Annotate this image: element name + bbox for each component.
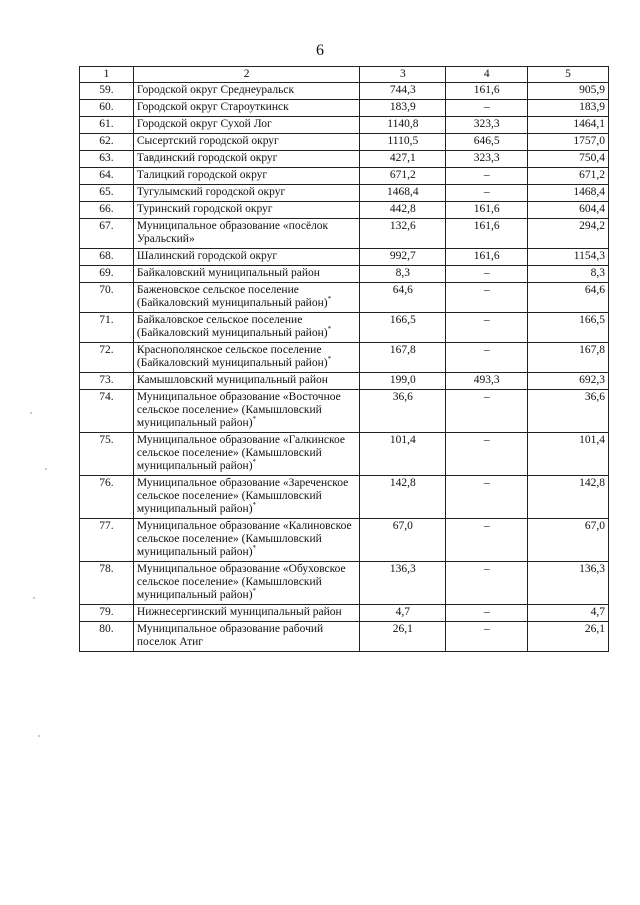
column-5-value-cell xyxy=(528,433,609,476)
row-number-text: 69. xyxy=(99,267,114,279)
municipality-name-cell xyxy=(133,117,360,134)
row-number-text: 61. xyxy=(99,118,114,130)
column-4-value-text: – xyxy=(483,314,490,326)
municipality-name-cell xyxy=(133,202,360,219)
table-row xyxy=(80,343,609,373)
municipality-name-text: Баженовское сельское поселение (Байкаловский муниципальный район) xyxy=(136,284,328,309)
municipality-name-cell xyxy=(133,100,360,117)
row-number-cell xyxy=(80,343,134,373)
column-5-value-cell xyxy=(528,151,609,168)
column-5-value-cell xyxy=(528,185,609,202)
municipality-name-text: Байкаловский муниципальный район xyxy=(136,267,320,279)
column-3-value-text: 744,3 xyxy=(389,84,416,96)
scan-speck xyxy=(45,468,47,470)
row-number-text: 60. xyxy=(99,101,114,113)
row-number-cell xyxy=(80,83,134,100)
column-3-value-cell xyxy=(360,266,446,283)
column-4-value-text: – xyxy=(483,344,490,356)
column-3-value-text: 671,2 xyxy=(389,169,416,181)
column-3-value-text: 1110,5 xyxy=(387,135,419,147)
column-3-value-cell xyxy=(360,476,446,519)
column-4-value-cell xyxy=(446,313,528,343)
column-5-value-cell xyxy=(528,605,609,622)
municipality-name-cell xyxy=(133,519,360,562)
column-3-value-cell xyxy=(360,185,446,202)
column-3-value-text: 167,8 xyxy=(389,344,416,356)
column-4-value-text: 161,6 xyxy=(473,84,500,96)
municipality-name-text: Туринский городской округ xyxy=(136,203,273,215)
column-3-value-text: 136,3 xyxy=(389,563,416,575)
municipality-name-text: Шалинский городской округ xyxy=(136,250,278,262)
row-number-text: 64. xyxy=(99,169,114,181)
column-3-value-cell xyxy=(360,373,446,390)
municipality-name-text: Муниципальное образование «Калиновское сельское поселение» (Камышловский муниципальный район) xyxy=(136,520,352,558)
column-3-value-text: 132,6 xyxy=(389,220,416,232)
column-4-value-cell xyxy=(446,562,528,605)
column-5-value-text: 905,9 xyxy=(579,84,605,96)
municipality-name-text: Сысертский городской округ xyxy=(136,135,279,147)
column-header: 2 xyxy=(133,67,360,83)
column-3-value-text: 427,1 xyxy=(389,152,416,164)
column-3-value-text: 36,6 xyxy=(392,391,413,403)
column-header: 5 xyxy=(528,67,609,83)
column-4-value-text: – xyxy=(483,391,490,403)
column-5-value-cell xyxy=(528,343,609,373)
column-5-value-text: 36,6 xyxy=(584,391,605,403)
column-4-value-text: – xyxy=(483,477,490,489)
municipality-name-cell xyxy=(133,605,360,622)
municipality-name-text: Байкаловское сельское поселение (Байкаловский муниципальный район) xyxy=(136,314,328,339)
page-number: 6 xyxy=(316,42,324,59)
column-4-value-cell xyxy=(446,202,528,219)
column-5-value-text: 136,3 xyxy=(579,563,605,575)
table-row xyxy=(80,562,609,605)
municipality-name-cell xyxy=(133,373,360,390)
column-5-value-cell xyxy=(528,219,609,249)
column-3-value-cell xyxy=(360,83,446,100)
table-row xyxy=(80,185,609,202)
municipality-name-text: Краснополянское сельское поселение (Байкаловский муниципальный район) xyxy=(136,344,328,369)
column-3-value-text: 26,1 xyxy=(392,623,413,635)
row-number-cell xyxy=(80,185,134,202)
column-5-value-text: 750,4 xyxy=(579,152,605,164)
column-5-value-cell xyxy=(528,202,609,219)
column-3-value-cell xyxy=(360,390,446,433)
table-row xyxy=(80,476,609,519)
column-3-value-cell xyxy=(360,562,446,605)
column-4-value-cell xyxy=(446,100,528,117)
column-4-value-text: 323,3 xyxy=(473,152,500,164)
column-4-value-cell xyxy=(446,219,528,249)
municipality-name-text: Нижнесергинский муниципальный район xyxy=(136,606,342,618)
table-row xyxy=(80,390,609,433)
row-number-text: 70. xyxy=(99,284,114,296)
row-number-text: 62. xyxy=(99,135,114,147)
row-number-text: 65. xyxy=(99,186,114,198)
column-4-value-cell xyxy=(446,283,528,313)
column-5-value-cell xyxy=(528,562,609,605)
column-4-value-text: – xyxy=(483,563,490,575)
column-5-value-text: 67,0 xyxy=(584,520,605,532)
row-number-cell xyxy=(80,605,134,622)
row-number-text: 71. xyxy=(99,314,114,326)
row-number-text: 76. xyxy=(99,477,114,489)
column-header: 1 xyxy=(80,67,134,83)
column-4-value-text: – xyxy=(483,267,490,279)
row-number-cell xyxy=(80,151,134,168)
column-3-value-text: 992,7 xyxy=(389,250,416,262)
table-row xyxy=(80,117,609,134)
municipality-name-text: Муниципальное образование «Зареченское сельское поселение» (Камышловский муниципальный район) xyxy=(136,477,349,515)
column-5-value-text: 64,6 xyxy=(584,284,605,296)
municipality-name-cell xyxy=(133,134,360,151)
column-4-value-cell xyxy=(446,168,528,185)
column-5-value-text: 692,3 xyxy=(579,374,605,386)
column-4-value-cell xyxy=(446,605,528,622)
table-row xyxy=(80,168,609,185)
municipality-name-cell xyxy=(133,168,360,185)
column-3-value-text: 142,8 xyxy=(389,477,416,489)
row-number-text: 74. xyxy=(99,391,114,403)
column-5-value-cell xyxy=(528,83,609,100)
municipality-name-text: Камышловский муниципальный район xyxy=(136,374,328,386)
footnote-marker: * xyxy=(327,325,332,334)
row-number-cell xyxy=(80,117,134,134)
municipality-name-cell xyxy=(133,185,360,202)
table-row xyxy=(80,151,609,168)
column-5-value-cell xyxy=(528,313,609,343)
row-number-text: 78. xyxy=(99,563,114,575)
column-4-value-text: 646,5 xyxy=(473,135,500,147)
footnote-marker: * xyxy=(252,587,257,596)
column-5-value-text: 294,2 xyxy=(579,220,605,232)
scan-speck xyxy=(38,735,40,737)
column-4-value-text: – xyxy=(483,284,490,296)
footnote-marker: * xyxy=(252,544,257,553)
row-number-text: 68. xyxy=(99,250,114,262)
column-3-value-text: 67,0 xyxy=(392,520,413,532)
column-4-value-cell xyxy=(446,117,528,134)
table-row xyxy=(80,283,609,313)
municipality-name-cell xyxy=(133,433,360,476)
column-5-value-cell xyxy=(528,622,609,652)
municipality-name-text: Муниципальное образование «Обуховское сельское поселение» (Камышловский муниципальный район) xyxy=(136,563,346,601)
column-3-value-text: 4,7 xyxy=(395,606,411,618)
municipality-name-cell xyxy=(133,390,360,433)
municipality-name-cell xyxy=(133,343,360,373)
footnote-marker: * xyxy=(252,501,257,510)
column-5-value-text: 183,9 xyxy=(579,101,605,113)
table-row xyxy=(80,433,609,476)
table-row xyxy=(80,219,609,249)
table-row xyxy=(80,373,609,390)
footnote-marker: * xyxy=(327,295,332,304)
column-4-value-text: 161,6 xyxy=(473,250,500,262)
footnote-marker: * xyxy=(252,415,257,424)
column-5-value-text: 671,2 xyxy=(579,169,605,181)
scan-speck xyxy=(30,412,32,414)
column-3-value-cell xyxy=(360,117,446,134)
row-number-text: 66. xyxy=(99,203,114,215)
row-number-cell xyxy=(80,168,134,185)
column-4-value-cell xyxy=(446,622,528,652)
column-3-value-cell xyxy=(360,219,446,249)
table-row xyxy=(80,100,609,117)
column-3-value-cell xyxy=(360,605,446,622)
municipality-name-cell xyxy=(133,219,360,249)
column-3-value-text: 183,9 xyxy=(389,101,416,113)
row-number-cell xyxy=(80,283,134,313)
column-5-value-text: 604,4 xyxy=(579,203,605,215)
column-5-value-text: 142,8 xyxy=(579,477,605,489)
table-row xyxy=(80,83,609,100)
column-3-value-text: 199,0 xyxy=(389,374,416,386)
column-3-value-cell xyxy=(360,343,446,373)
row-number-cell xyxy=(80,202,134,219)
column-3-value-text: 166,5 xyxy=(389,314,416,326)
column-5-value-text: 166,5 xyxy=(579,314,605,326)
table-row xyxy=(80,313,609,343)
municipality-name-text: Городской округ Среднеуральск xyxy=(136,84,295,96)
column-4-value-text: 161,6 xyxy=(473,220,500,232)
column-4-value-text: – xyxy=(483,169,490,181)
column-4-value-cell xyxy=(446,134,528,151)
municipality-name-cell xyxy=(133,313,360,343)
table-body xyxy=(80,83,609,652)
municipality-name-text: Тугулымский городской округ xyxy=(136,186,286,198)
column-4-value-text: 493,3 xyxy=(473,374,500,386)
table-row xyxy=(80,249,609,266)
municipality-name-text: Городской округ Сухой Лог xyxy=(136,118,272,130)
row-number-cell xyxy=(80,266,134,283)
municipality-name-text: Муниципальное образование рабочий поселок Атиг xyxy=(136,623,324,648)
row-number-cell xyxy=(80,390,134,433)
row-number-text: 67. xyxy=(99,220,114,232)
column-5-value-cell xyxy=(528,168,609,185)
row-number-text: 77. xyxy=(99,520,114,532)
row-number-cell xyxy=(80,622,134,652)
municipality-name-text: Городской округ Староуткинск xyxy=(136,101,289,113)
municipality-name-text: Муниципальное образование «посёлок Уральский» xyxy=(136,220,329,245)
column-4-value-text: – xyxy=(483,623,490,635)
column-3-value-cell xyxy=(360,519,446,562)
row-number-text: 79. xyxy=(99,606,114,618)
column-4-value-cell xyxy=(446,343,528,373)
municipality-name-cell xyxy=(133,83,360,100)
column-header: 4 xyxy=(446,67,528,83)
municipality-name-text: Муниципальное образование «Галкинское сельское поселение» (Камышловский муниципальный район) xyxy=(136,434,345,472)
column-3-value-cell xyxy=(360,433,446,476)
footnote-marker: * xyxy=(252,458,257,467)
column-4-value-cell xyxy=(446,151,528,168)
column-3-value-cell xyxy=(360,134,446,151)
municipality-name-cell xyxy=(133,476,360,519)
column-5-value-text: 1154,3 xyxy=(573,250,605,262)
column-5-value-cell xyxy=(528,117,609,134)
municipality-name-cell xyxy=(133,283,360,313)
municipality-name-text: Тавдинский городской округ xyxy=(136,152,278,164)
table-row xyxy=(80,134,609,151)
column-3-value-cell xyxy=(360,168,446,185)
municipality-name-text: Муниципальное образование «Восточное сельское поселение» (Камышловский муниципальный район) xyxy=(136,391,341,429)
column-3-value-text: 442,8 xyxy=(389,203,416,215)
column-4-value-cell xyxy=(446,519,528,562)
row-number-text: 59. xyxy=(99,84,114,96)
row-number-text: 72. xyxy=(99,344,114,356)
scan-speck xyxy=(33,597,35,599)
row-number-text: 80. xyxy=(99,623,114,635)
column-5-value-text: 1757,0 xyxy=(573,135,605,147)
column-3-value-cell xyxy=(360,622,446,652)
table-row xyxy=(80,605,609,622)
column-3-value-cell xyxy=(360,249,446,266)
column-4-value-text: – xyxy=(483,606,490,618)
allocation-table xyxy=(79,66,609,652)
column-4-value-text: – xyxy=(483,101,490,113)
table-row xyxy=(80,266,609,283)
column-5-value-text: 4,7 xyxy=(590,606,605,618)
column-3-value-cell xyxy=(360,283,446,313)
municipality-name-cell xyxy=(133,151,360,168)
column-4-value-text: – xyxy=(483,186,490,198)
municipality-name-cell xyxy=(133,266,360,283)
row-number-cell xyxy=(80,219,134,249)
row-number-text: 63. xyxy=(99,152,114,164)
column-4-value-text: – xyxy=(483,434,490,446)
column-5-value-cell xyxy=(528,266,609,283)
column-5-value-cell xyxy=(528,283,609,313)
column-5-value-cell xyxy=(528,100,609,117)
column-5-value-cell xyxy=(528,134,609,151)
column-3-value-cell xyxy=(360,151,446,168)
row-number-cell xyxy=(80,249,134,266)
table-header-row xyxy=(80,67,609,83)
column-5-value-cell xyxy=(528,249,609,266)
column-5-value-text: 167,8 xyxy=(579,344,605,356)
column-4-value-cell xyxy=(446,476,528,519)
municipality-name-cell xyxy=(133,562,360,605)
row-number-cell xyxy=(80,519,134,562)
column-4-value-cell xyxy=(446,83,528,100)
column-5-value-cell xyxy=(528,476,609,519)
column-4-value-cell xyxy=(446,373,528,390)
municipality-name-cell xyxy=(133,249,360,266)
column-3-value-text: 64,6 xyxy=(392,284,413,296)
column-3-value-cell xyxy=(360,313,446,343)
column-4-value-cell xyxy=(446,390,528,433)
row-number-cell xyxy=(80,313,134,343)
column-3-value-text: 8,3 xyxy=(395,267,411,279)
row-number-text: 75. xyxy=(99,434,114,446)
column-header: 3 xyxy=(360,67,446,83)
table-row xyxy=(80,519,609,562)
column-4-value-cell xyxy=(446,266,528,283)
column-5-value-text: 26,1 xyxy=(584,623,605,635)
column-4-value-text: – xyxy=(483,520,490,532)
column-4-value-text: 323,3 xyxy=(473,118,500,130)
column-5-value-cell xyxy=(528,373,609,390)
column-5-value-text: 1464,1 xyxy=(573,118,605,130)
column-5-value-text: 8,3 xyxy=(590,267,605,279)
column-4-value-cell xyxy=(446,433,528,476)
municipality-name-text: Талицкий городской округ xyxy=(136,169,268,181)
column-4-value-text: 161,6 xyxy=(473,203,500,215)
column-5-value-cell xyxy=(528,519,609,562)
column-5-value-text: 101,4 xyxy=(579,434,605,446)
column-5-value-cell xyxy=(528,390,609,433)
column-3-value-cell xyxy=(360,202,446,219)
row-number-cell xyxy=(80,134,134,151)
row-number-cell xyxy=(80,433,134,476)
footnote-marker: * xyxy=(327,355,332,364)
row-number-cell xyxy=(80,100,134,117)
row-number-cell xyxy=(80,476,134,519)
row-number-cell xyxy=(80,373,134,390)
table-row xyxy=(80,622,609,652)
column-4-value-cell xyxy=(446,185,528,202)
column-3-value-text: 1140,8 xyxy=(387,118,419,130)
column-3-value-text: 1468,4 xyxy=(387,186,419,198)
table-row xyxy=(80,202,609,219)
column-3-value-cell xyxy=(360,100,446,117)
column-4-value-cell xyxy=(446,249,528,266)
municipality-name-cell xyxy=(133,622,360,652)
row-number-text: 73. xyxy=(99,374,114,386)
column-5-value-text: 1468,4 xyxy=(573,186,605,198)
row-number-cell xyxy=(80,562,134,605)
column-3-value-text: 101,4 xyxy=(389,434,416,446)
